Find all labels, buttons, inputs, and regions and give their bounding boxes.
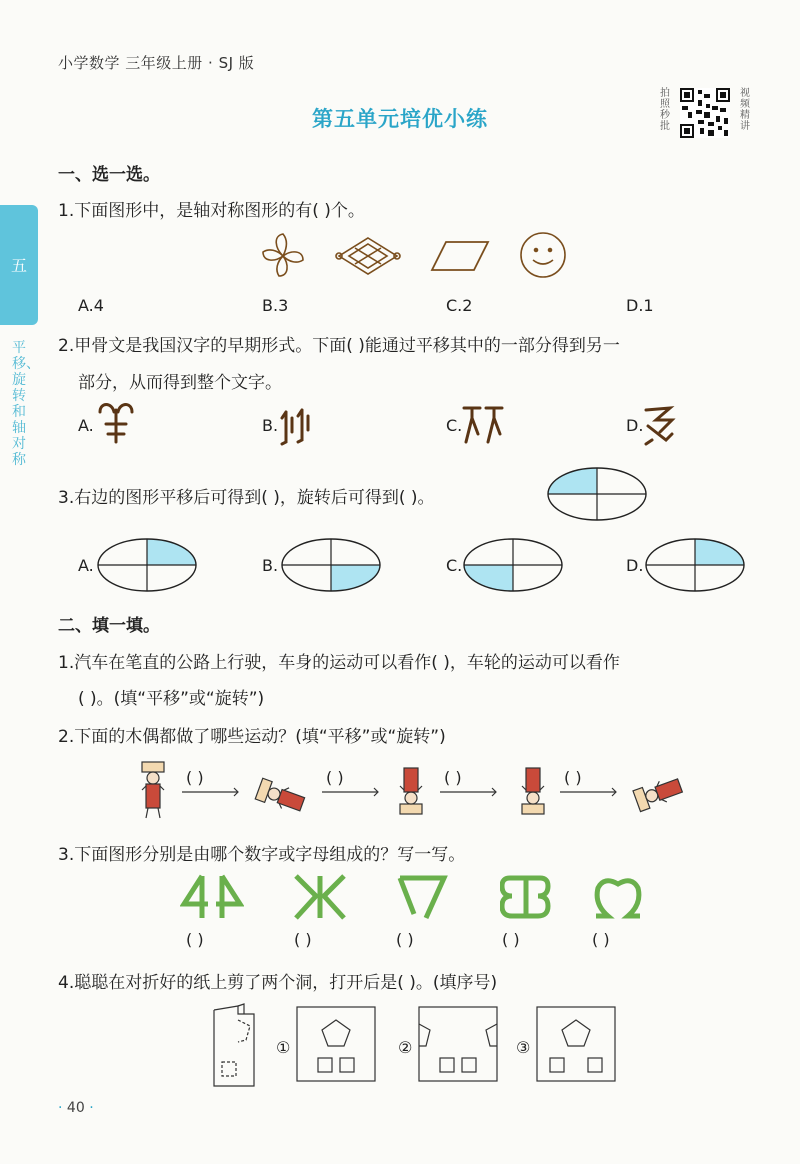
folded-paper-figure	[210, 1000, 260, 1090]
s2-q2-text: 2.下面的木偶都做了哪些运动？(填“平移”或“旋转”)	[58, 727, 446, 747]
puppet-blank-1[interactable]: ( )	[186, 768, 204, 787]
s1-q2-option-d[interactable]: D.	[626, 416, 644, 435]
s1-q3-option-a[interactable]: A.	[78, 556, 94, 575]
chapter-tab	[0, 205, 38, 325]
s1-q3-option-b[interactable]: B.	[262, 556, 279, 575]
green-figure-4	[180, 874, 244, 920]
figure-blank-5[interactable]: ( )	[592, 930, 610, 949]
s1-q1-option-c[interactable]: C.2	[446, 296, 473, 315]
page-title: 第五单元培优小练	[312, 107, 488, 131]
s1-q3-option-c[interactable]: C.	[446, 556, 463, 575]
green-figure-7	[396, 874, 448, 920]
paper-option-1	[296, 1006, 376, 1082]
ellipse-option-a	[96, 537, 198, 593]
paper-option-2-label[interactable]: ②	[398, 1038, 413, 1057]
section-2-heading: 二、填一填。	[58, 616, 160, 636]
ellipse-option-c	[462, 537, 564, 593]
oracle-glyph-a	[96, 400, 136, 446]
s1-q1-option-b[interactable]: B.3	[262, 296, 289, 315]
s2-q4-text: 4.聪聪在对折好的纸上剪了两个洞，打开后是( )。(填序号)	[58, 973, 498, 993]
page-number-value: 40	[66, 1100, 85, 1116]
oracle-glyph-c	[462, 402, 504, 446]
ellipse-option-b	[280, 537, 382, 593]
figure-blank-4[interactable]: ( )	[502, 930, 520, 949]
pinwheel-flower-figure	[255, 230, 311, 282]
s1-q3-option-d[interactable]: D.	[626, 556, 644, 575]
puppet-blank-4[interactable]: ( )	[564, 768, 582, 787]
s1-q1-option-a[interactable]: A.4	[78, 296, 104, 315]
s1-q2-option-b[interactable]: B.	[262, 416, 279, 435]
paper-option-3-label[interactable]: ③	[516, 1038, 531, 1057]
qr-block	[660, 88, 752, 140]
oracle-glyph-d	[642, 404, 676, 446]
qr-left-label: 拍照秒批	[660, 88, 670, 132]
puppet-blank-3[interactable]: ( )	[444, 768, 462, 787]
green-figure-b	[500, 874, 552, 920]
figure-blank-1[interactable]: ( )	[186, 930, 204, 949]
s1-q2-option-a[interactable]: A.	[78, 416, 94, 435]
s1-q1-text: 1.下面图形中，是轴对称图形的有( )个。	[58, 201, 365, 221]
s2-q3-text: 3.下面图形分别是由哪个数字或字母组成的？写一写。	[58, 845, 466, 865]
green-figure-k	[292, 874, 348, 920]
figure-blank-3[interactable]: ( )	[396, 930, 414, 949]
s1-q3-text: 3.右边的图形平移后可得到( )，旋转后可得到( )。	[58, 488, 435, 508]
s2-q1-line2: ( )。(填“平移”或“旋转”)	[78, 689, 265, 709]
green-figure-heart	[592, 874, 644, 920]
parallelogram-figure	[428, 238, 492, 274]
s1-q2-option-c[interactable]: C.	[446, 416, 463, 435]
chapter-number: 五	[10, 256, 27, 275]
qr-code-icon[interactable]	[680, 88, 730, 138]
paper-option-1-label[interactable]: ①	[276, 1038, 291, 1057]
qr-right-label: 视频精讲	[740, 88, 750, 132]
reference-ellipse-figure	[546, 466, 648, 522]
ellipse-option-d	[644, 537, 746, 593]
book-header: 小学数学 三年级上册 · SJ 版	[58, 54, 255, 72]
figure-blank-2[interactable]: ( )	[294, 930, 312, 949]
puppet-blank-2[interactable]: ( )	[326, 768, 344, 787]
paper-option-2	[418, 1006, 498, 1082]
chinese-knot-figure	[335, 234, 401, 278]
s1-q2-line2: 部分，从而得到整个文字。	[78, 373, 282, 393]
puppet-sequence	[130, 756, 690, 820]
oracle-glyph-b	[278, 402, 312, 446]
paper-option-3	[536, 1006, 616, 1082]
s1-q1-option-d[interactable]: D.1	[626, 296, 654, 315]
section-1-heading: 一、选一选。	[58, 165, 160, 185]
page-number: · 40 ·	[58, 1100, 94, 1116]
s2-q1-line1: 1.汽车在笔直的公路上行驶，车身的运动可以看作( )，车轮的运动可以看作	[58, 653, 620, 673]
s1-q2-line1: 2.甲骨文是我国汉字的早期形式。下面( )能通过平移其中的一部分得到另一	[58, 336, 620, 356]
chapter-title: 平移、旋转和轴对称	[12, 340, 40, 468]
smiley-face-figure	[518, 230, 568, 280]
